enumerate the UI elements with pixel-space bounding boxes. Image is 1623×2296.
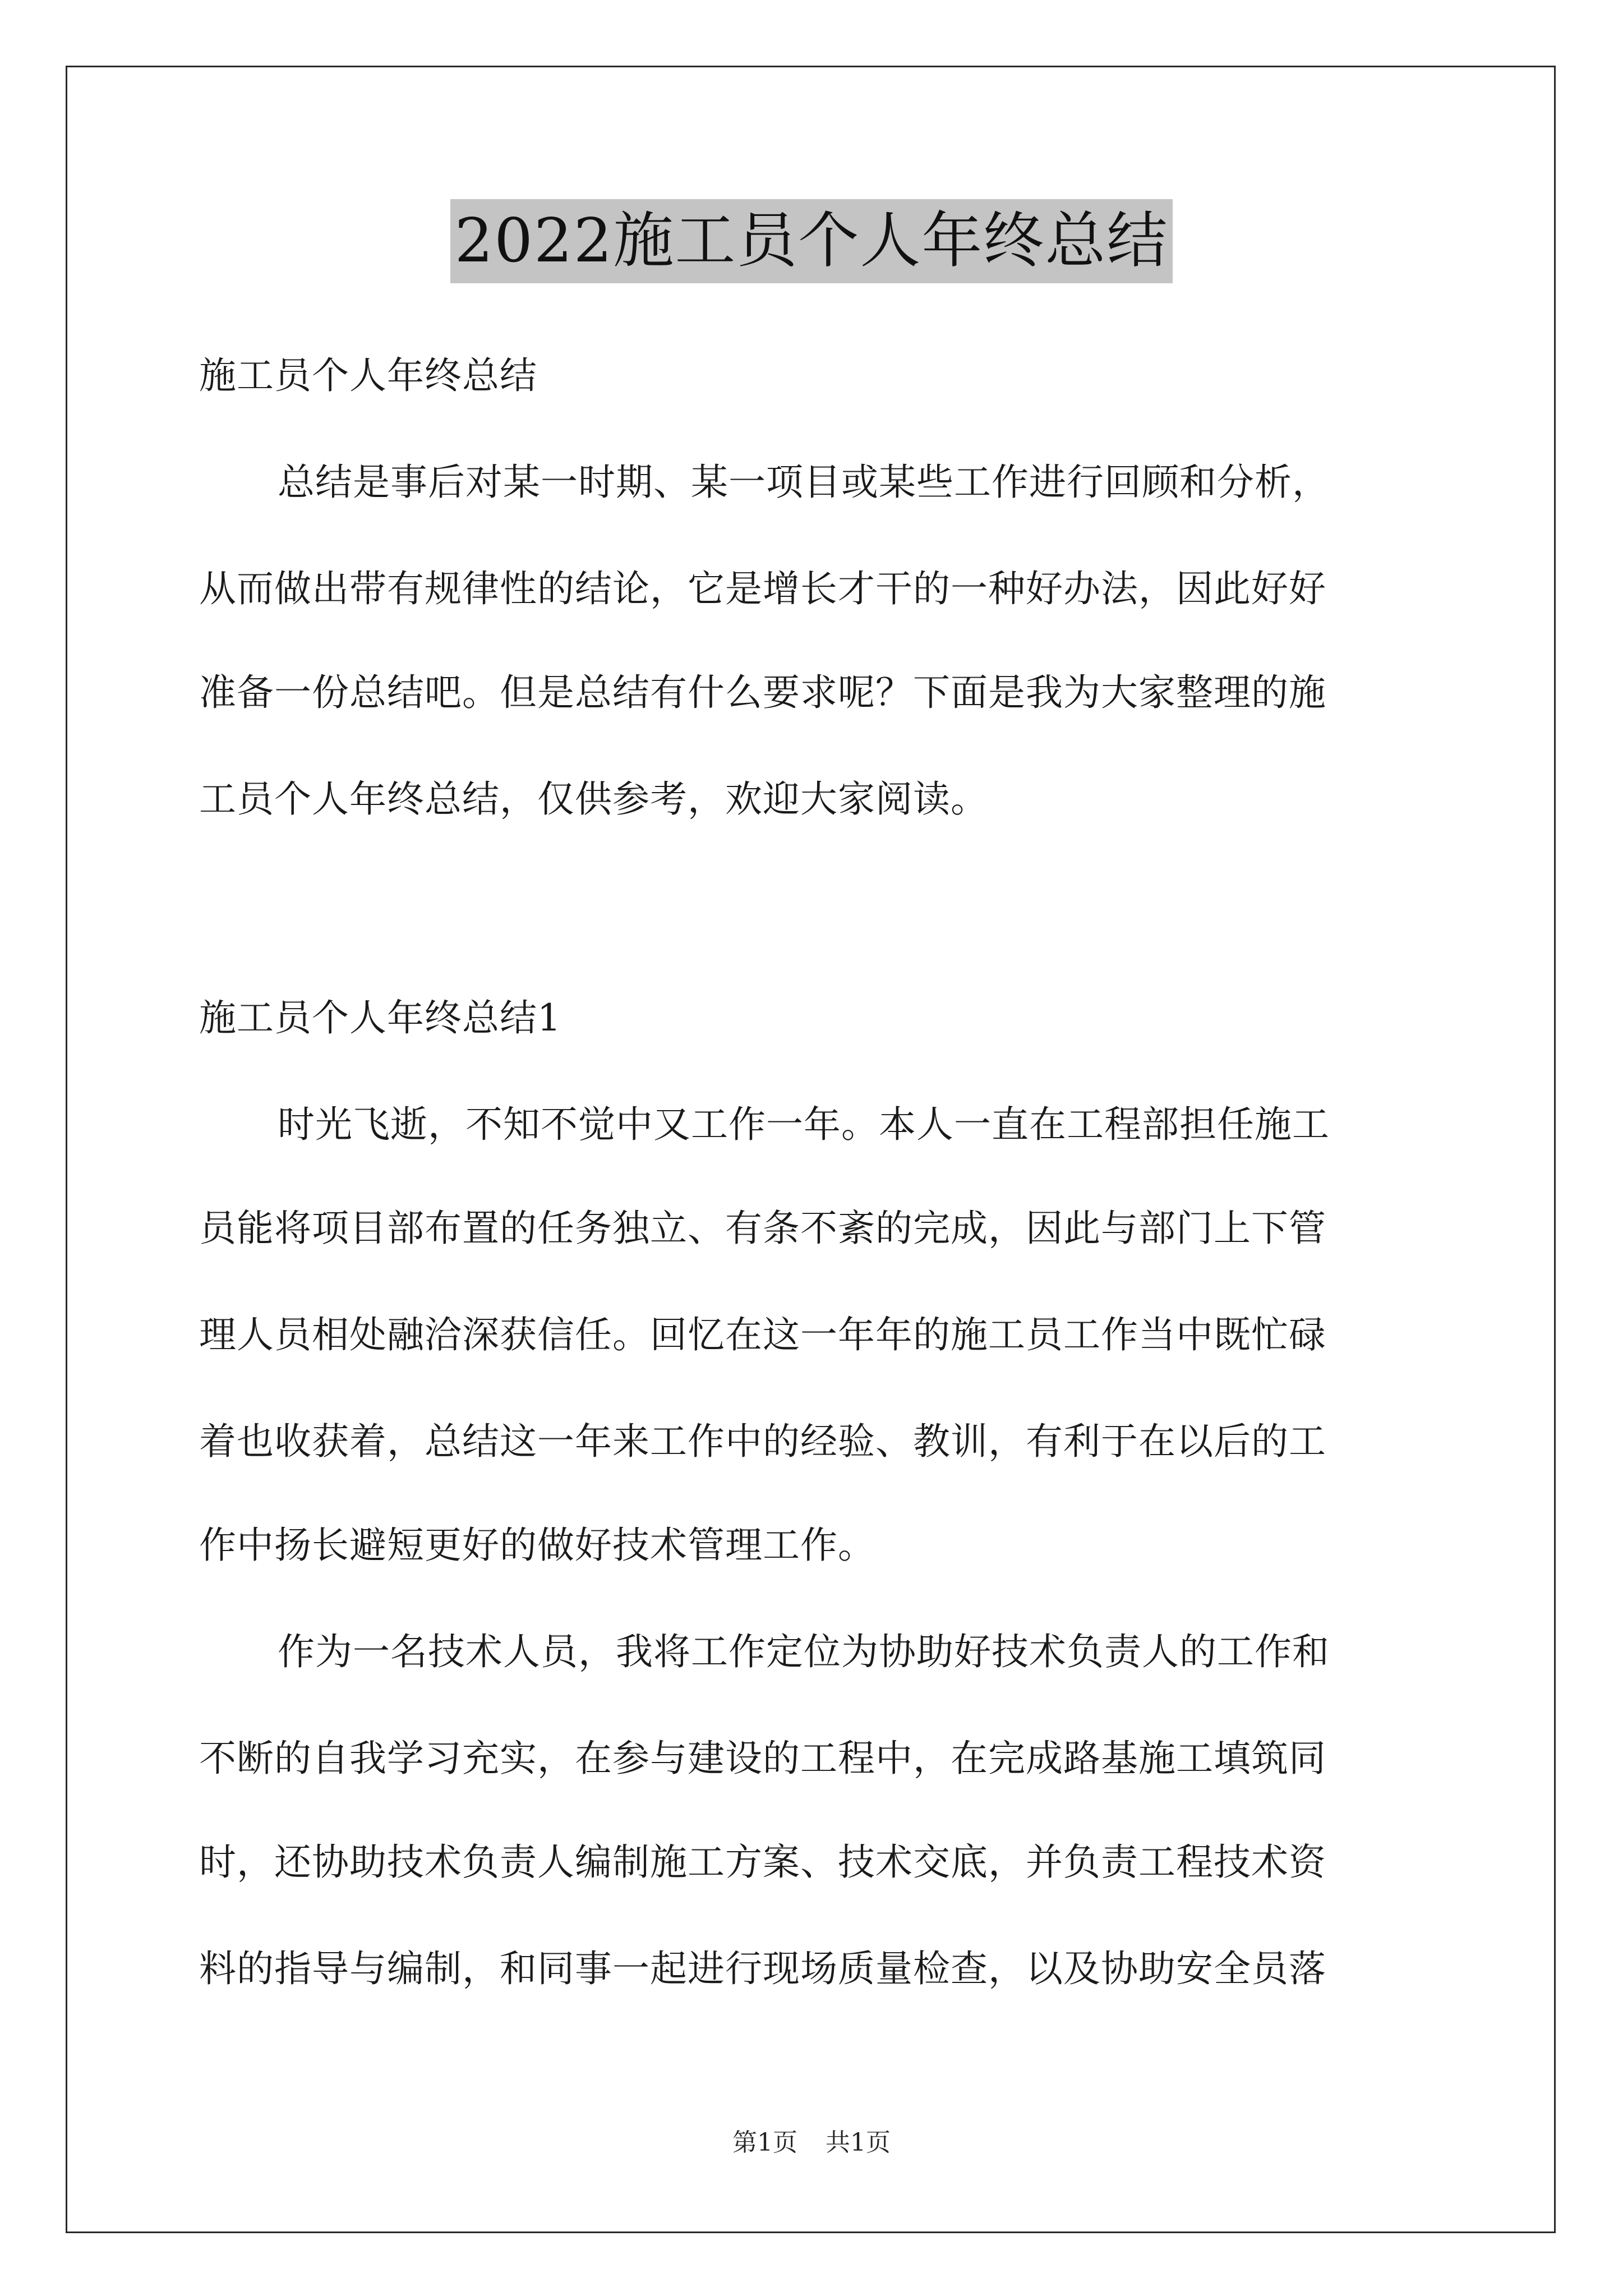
page-number-current: 第1页 — [732, 2128, 797, 2157]
para1-line-2: 员能将项目部布置的任务独立、有条不紊的完成，因此与部门上下管 — [199, 1207, 1326, 1250]
para2-line-2: 不断的自我学习充实，在参与建设的工程中，在完成路基施工填筑同 — [199, 1737, 1326, 1780]
intro-line-1: 总结是事后对某一时期、某一项目或某些工作进行回顾和分析， — [278, 461, 1330, 504]
intro-line-4: 工员个人年终总结，仅供参考，欢迎大家阅读。 — [199, 777, 988, 821]
intro-line-3: 准备一份总结吧。但是总结有什么要求呢？下面是我为大家整理的施 — [199, 671, 1326, 714]
title-container — [0, 199, 1623, 283]
para2-line-1: 作为一名技术人员，我将工作定位为协助好技术负责人的工作和 — [278, 1630, 1330, 1673]
para2-line-3: 时，还协助技术负责人编制施工方案、技术交底，并负责工程技术资 — [199, 1841, 1326, 1884]
para1-line-4: 着也收获着，总结这一年来工作中的经验、教训，有利于在以后的工 — [199, 1420, 1326, 1463]
section-heading-main: 施工员个人年终总结 — [199, 354, 537, 397]
para1-line-5: 作中扬长避短更好的做好技术管理工作。 — [199, 1524, 875, 1567]
document-title: 2022施工员个人年终总结 — [450, 199, 1173, 283]
section-heading-1: 施工员个人年终总结1 — [199, 996, 561, 1039]
page-footer — [0, 2126, 1623, 2160]
intro-line-2: 从而做出带有规律性的结论，它是增长才干的一种好办法，因此好好 — [199, 567, 1326, 610]
para1-line-1: 时光飞逝，不知不觉中又工作一年。本人一直在工程部担任施工 — [278, 1103, 1330, 1146]
para1-line-3: 理人员相处融洽深获信任。回忆在这一年年的施工员工作当中既忙碌 — [199, 1313, 1326, 1356]
page-number-total: 共1页 — [826, 2128, 891, 2157]
para2-line-4: 料的指导与编制，和同事一起进行现场质量检查，以及协助安全员落 — [199, 1947, 1326, 1990]
